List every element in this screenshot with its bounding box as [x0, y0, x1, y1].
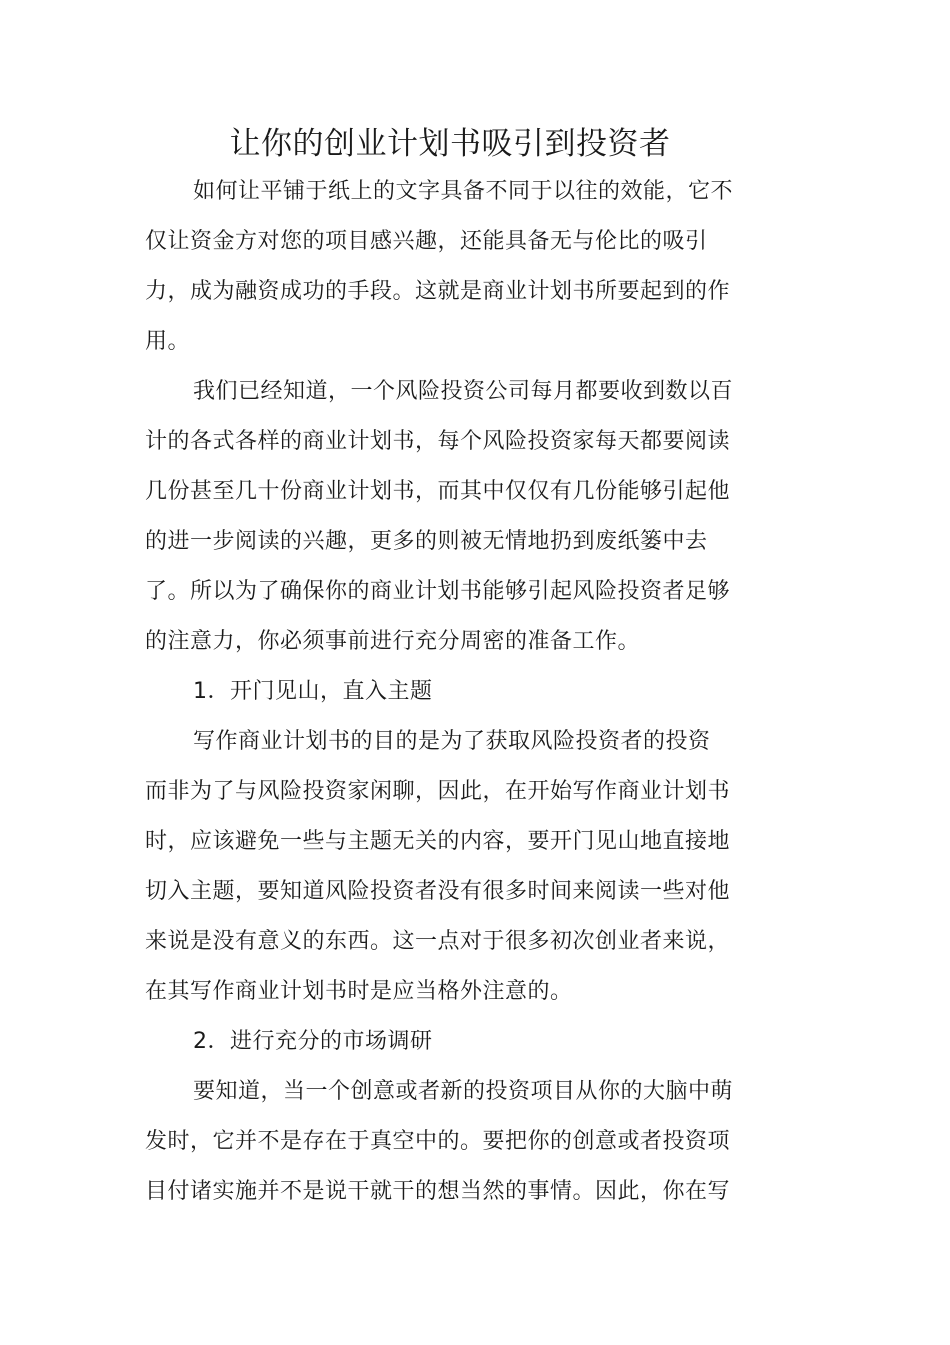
section-heading: 1．开门见山，直入主题	[193, 679, 433, 704]
paragraph-line: 的注意力，你必须事前进行充分周密的准备工作。	[145, 629, 641, 654]
paragraph-line: 用。	[145, 329, 191, 354]
paragraph-line: 我们已经知道，一个风险投资公司每月都要收到数以百	[193, 379, 734, 404]
paragraph-line: 如何让平铺于纸上的文字具备不同于以往的效能，它不	[193, 179, 734, 204]
section-heading: 2．进行充分的市场调研	[193, 1029, 433, 1054]
paragraph-line: 来说是没有意义的东西。这一点对于很多初次创业者来说，	[145, 929, 731, 954]
paragraph-line: 时，应该避免一些与主题无关的内容，要开门见山地直接地	[145, 829, 731, 854]
paragraph-line: 而非为了与风险投资家闲聊，因此，在开始写作商业计划书	[145, 779, 731, 804]
paragraph-line: 要知道，当一个创意或者新的投资项目从你的大脑中萌	[193, 1079, 734, 1104]
paragraph-line: 发时，它并不是存在于真空中的。要把你的创意或者投资项	[145, 1129, 731, 1154]
paragraph-line: 写作商业计划书的目的是为了获取风险投资者的投资	[193, 729, 711, 754]
paragraph-line: 在其写作商业计划书时是应当格外注意的。	[145, 979, 573, 1004]
paragraph-line: 仅让资金方对您的项目感兴趣，还能具备无与伦比的吸引	[145, 229, 708, 254]
paragraph-line: 计的各式各样的商业计划书，每个风险投资家每天都要阅读	[145, 429, 731, 454]
paragraph-line: 目付诸实施并不是说干就干的想当然的事情。因此，你在写	[145, 1179, 731, 1204]
paragraph-line: 几份甚至几十份商业计划书，而其中仅仅有几份能够引起他	[145, 479, 731, 504]
paragraph-line: 的进一步阅读的兴趣，更多的则被无情地扔到废纸篓中去	[145, 529, 708, 554]
paragraph-line: 了。所以为了确保你的商业计划书能够引起风险投资者足够	[145, 579, 731, 604]
paragraph-line: 切入主题，要知道风险投资者没有很多时间来阅读一些对他	[145, 879, 731, 904]
paragraph-line: 力，成为融资成功的手段。这就是商业计划书所要起到的作	[145, 279, 731, 304]
document-title: 让你的创业计划书吸引到投资者	[229, 126, 671, 162]
